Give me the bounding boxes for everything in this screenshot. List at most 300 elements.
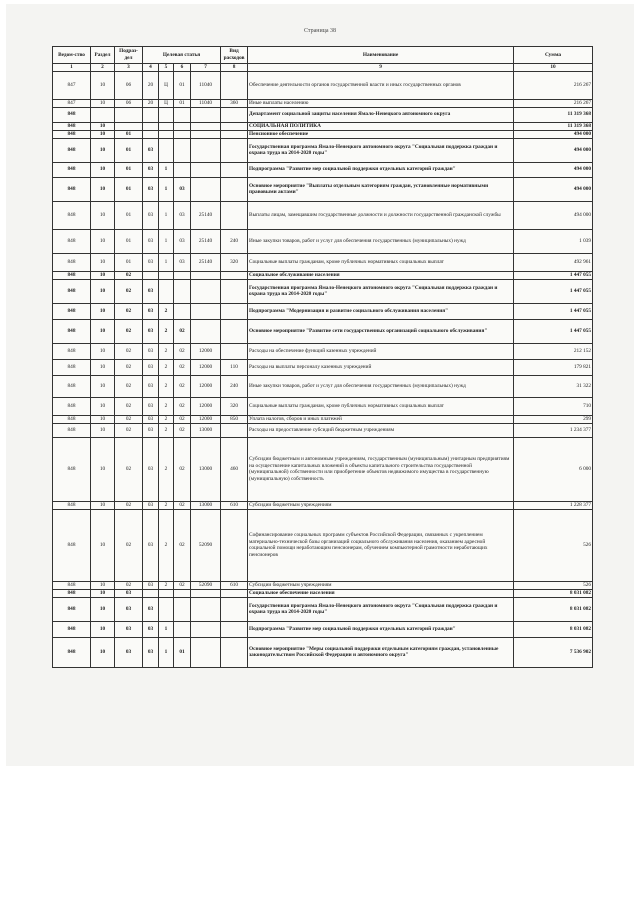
sum-cell: 216 267 — [514, 71, 593, 99]
target-part-2: 1 — [159, 177, 174, 201]
name-cell: Подпрограмма "Развитие мер социальной поддержки отдельных категорий граждан" — [248, 162, 514, 177]
target-part-1: 03 — [143, 509, 159, 581]
target-part-3 — [174, 271, 191, 279]
name-cell: Социальное обеспечение населения — [248, 589, 514, 597]
target-part-2: Ц — [159, 99, 174, 107]
header-ministry: Ведом-ство — [53, 47, 91, 64]
name-cell: СОЦИАЛЬНАЯ ПОЛИТИКА — [248, 122, 514, 130]
target-part-4 — [191, 597, 221, 621]
subsection-cell: 06 — [115, 99, 143, 107]
section-cell: 10 — [91, 423, 115, 437]
target-part-2: 1 — [159, 229, 174, 253]
kind-cell — [221, 343, 248, 359]
subsection-cell: 03 — [115, 621, 143, 637]
section-cell: 10 — [91, 201, 115, 229]
kind-cell — [221, 71, 248, 99]
table-row — [53, 501, 593, 509]
target-part-2: 2 — [159, 415, 174, 423]
target-part-4 — [191, 271, 221, 279]
col-num: 7 — [191, 64, 221, 72]
target-part-2 — [159, 122, 174, 130]
sum-cell: 1 447 055 — [514, 303, 593, 319]
subsection-cell: 01 — [115, 253, 143, 271]
table-row — [53, 303, 593, 319]
kind-cell: 360 — [221, 99, 248, 107]
ministry-cell: 848 — [53, 177, 91, 201]
target-part-3: 01 — [174, 637, 191, 667]
subsection-cell: 02 — [115, 581, 143, 589]
name-cell: Иные закупки товаров, работ и услуг для обеспечения государственных (муниципальных) нужд — [248, 229, 514, 253]
target-part-1: 03 — [143, 597, 159, 621]
target-part-1: 03 — [143, 201, 159, 229]
table-row — [53, 271, 593, 279]
ministry-cell: 848 — [53, 581, 91, 589]
kind-cell — [221, 162, 248, 177]
table-row — [53, 107, 593, 122]
table-row — [53, 99, 593, 107]
sum-cell: 7 536 902 — [514, 637, 593, 667]
target-part-1: 03 — [143, 415, 159, 423]
target-part-2: 2 — [159, 359, 174, 375]
target-part-4: 12000 — [191, 375, 221, 397]
kind-cell — [221, 122, 248, 130]
subsection-cell: 02 — [115, 501, 143, 509]
kind-cell — [221, 303, 248, 319]
name-cell: Иные выплаты населению — [248, 99, 514, 107]
name-cell: Департамент социальной защиты населения Ямало-Ненецкого автономного округа — [248, 107, 514, 122]
ministry-cell: 848 — [53, 637, 91, 667]
col-num: 9 — [248, 64, 514, 72]
subsection-cell — [115, 107, 143, 122]
name-cell: Расходы на обеспечение функций казенных учреждений — [248, 343, 514, 359]
table-row — [53, 423, 593, 437]
target-part-4: 13000 — [191, 437, 221, 501]
target-part-4 — [191, 319, 221, 343]
name-cell: Пенсионное обеспечение — [248, 130, 514, 138]
target-part-1: 03 — [143, 375, 159, 397]
kind-cell: 240 — [221, 229, 248, 253]
target-part-1: 20 — [143, 99, 159, 107]
kind-cell — [221, 107, 248, 122]
target-part-1: 03 — [143, 637, 159, 667]
target-part-1 — [143, 107, 159, 122]
subsection-cell: 02 — [115, 359, 143, 375]
subsection-cell: 02 — [115, 375, 143, 397]
target-part-1: 03 — [143, 359, 159, 375]
target-part-3: 02 — [174, 509, 191, 581]
sum-cell: 1 234 377 — [514, 423, 593, 437]
sum-cell: 1 447 055 — [514, 279, 593, 303]
target-part-4: 25140 — [191, 201, 221, 229]
target-part-4 — [191, 589, 221, 597]
target-part-4: 12000 — [191, 415, 221, 423]
target-part-1: 03 — [143, 423, 159, 437]
target-part-2: 1 — [159, 162, 174, 177]
col-num: 6 — [174, 64, 191, 72]
table-row — [53, 162, 593, 177]
target-part-4 — [191, 303, 221, 319]
ministry-cell: 848 — [53, 509, 91, 581]
target-part-4 — [191, 122, 221, 130]
target-part-1: 03 — [143, 343, 159, 359]
subsection-cell: 06 — [115, 71, 143, 99]
target-part-3: 03 — [174, 201, 191, 229]
name-cell: Социальные выплаты гражданам, кроме публичных нормативных социальных выплат — [248, 397, 514, 415]
sum-cell: 494 000 — [514, 177, 593, 201]
target-part-1: 03 — [143, 303, 159, 319]
ministry-cell: 848 — [53, 375, 91, 397]
target-part-2: 2 — [159, 501, 174, 509]
table-row — [53, 359, 593, 375]
sum-cell: 31 322 — [514, 375, 593, 397]
ministry-cell: 847 — [53, 99, 91, 107]
target-part-4: 12000 — [191, 343, 221, 359]
target-part-1: 03 — [143, 581, 159, 589]
ministry-cell: 848 — [53, 501, 91, 509]
target-part-3: 02 — [174, 437, 191, 501]
section-cell: 10 — [91, 397, 115, 415]
section-cell — [91, 107, 115, 122]
target-part-1: 03 — [143, 397, 159, 415]
target-part-2: 1 — [159, 621, 174, 637]
ministry-cell: 848 — [53, 319, 91, 343]
section-cell: 10 — [91, 71, 115, 99]
ministry-cell: 847 — [53, 71, 91, 99]
name-cell: Социальные выплаты гражданам, кроме публичных нормативных социальных выплат — [248, 253, 514, 271]
page-label: Страница 38 — [303, 28, 337, 34]
target-part-1: 03 — [143, 229, 159, 253]
section-cell: 10 — [91, 501, 115, 509]
ministry-cell: 848 — [53, 397, 91, 415]
ministry-cell: 848 — [53, 162, 91, 177]
col-num: 10 — [514, 64, 593, 72]
subsection-cell — [115, 122, 143, 130]
target-part-2: 2 — [159, 437, 174, 501]
table-row — [53, 201, 593, 229]
col-num: 1 — [53, 64, 91, 72]
subsection-cell: 01 — [115, 162, 143, 177]
target-part-4: 12000 — [191, 397, 221, 415]
subsection-cell: 02 — [115, 279, 143, 303]
target-part-3 — [174, 621, 191, 637]
target-part-3: 02 — [174, 375, 191, 397]
name-cell: Государственная программа Ямало-Ненецкого автономного округа "Социальная поддержка граждан и охрана труда на 2014-2020 годы" — [248, 138, 514, 162]
sum-cell: 494 000 — [514, 201, 593, 229]
section-cell: 10 — [91, 177, 115, 201]
sum-cell: 494 000 — [514, 130, 593, 138]
target-part-3 — [174, 138, 191, 162]
section-cell: 10 — [91, 253, 115, 271]
subsection-cell: 01 — [115, 229, 143, 253]
target-part-4: 25140 — [191, 253, 221, 271]
name-cell: Подпрограмма "Модернизация и развитие социального обслуживания населения" — [248, 303, 514, 319]
name-cell: Расходы на выплаты персоналу казенных учреждений — [248, 359, 514, 375]
section-cell: 10 — [91, 343, 115, 359]
name-cell: Подпрограмма "Развитие мер социальной поддержки отдельных категорий граждан" — [248, 621, 514, 637]
sum-cell: 710 — [514, 397, 593, 415]
section-cell: 10 — [91, 162, 115, 177]
table-row — [53, 279, 593, 303]
section-cell: 10 — [91, 359, 115, 375]
kind-cell — [221, 319, 248, 343]
target-part-1 — [143, 271, 159, 279]
target-part-3: 02 — [174, 415, 191, 423]
table-row — [53, 509, 593, 581]
section-cell: 10 — [91, 509, 115, 581]
target-part-1: 03 — [143, 319, 159, 343]
table-row — [53, 177, 593, 201]
sum-cell: 8 031 082 — [514, 597, 593, 621]
target-part-3 — [174, 130, 191, 138]
kind-cell: 110 — [221, 359, 248, 375]
header-section: Раздел — [91, 47, 115, 64]
target-part-1: 03 — [143, 501, 159, 509]
sum-cell: 1 447 055 — [514, 319, 593, 343]
kind-cell — [221, 637, 248, 667]
target-part-2 — [159, 597, 174, 621]
sum-cell: 179 821 — [514, 359, 593, 375]
name-cell: Основное мероприятие "Развитие сети государственных организаций социального обслуживания" — [248, 319, 514, 343]
target-part-3: 03 — [174, 177, 191, 201]
ministry-cell: 848 — [53, 303, 91, 319]
target-part-1: 20 — [143, 71, 159, 99]
kind-cell: 240 — [221, 375, 248, 397]
section-cell: 10 — [91, 437, 115, 501]
target-part-3 — [174, 162, 191, 177]
target-part-4: 11040 — [191, 99, 221, 107]
target-part-3: 01 — [174, 71, 191, 99]
target-part-3: 02 — [174, 423, 191, 437]
kind-cell — [221, 509, 248, 581]
ministry-cell: 848 — [53, 597, 91, 621]
target-part-2 — [159, 279, 174, 303]
subsection-cell: 01 — [115, 177, 143, 201]
ministry-cell: 848 — [53, 122, 91, 130]
target-part-3: 03 — [174, 253, 191, 271]
subsection-cell: 02 — [115, 509, 143, 581]
sum-cell: 11 319 368 — [514, 107, 593, 122]
name-cell: Субсидии бюджетным учреждениям — [248, 581, 514, 589]
header-row — [53, 47, 593, 64]
section-cell: 10 — [91, 138, 115, 162]
target-part-3 — [174, 597, 191, 621]
kind-cell: 850 — [221, 415, 248, 423]
table-row — [53, 637, 593, 667]
target-part-3 — [174, 589, 191, 597]
target-part-2 — [159, 589, 174, 597]
sum-cell: 6 000 — [514, 437, 593, 501]
target-part-3: 02 — [174, 581, 191, 589]
target-part-3 — [174, 107, 191, 122]
ministry-cell: 848 — [53, 437, 91, 501]
subsection-cell: 03 — [115, 597, 143, 621]
subsection-cell: 02 — [115, 423, 143, 437]
target-part-4: 12000 — [191, 359, 221, 375]
ministry-cell: 848 — [53, 271, 91, 279]
target-part-1: 03 — [143, 437, 159, 501]
table-row — [53, 375, 593, 397]
section-cell: 10 — [91, 415, 115, 423]
table-row — [53, 130, 593, 138]
target-part-3: 02 — [174, 501, 191, 509]
target-part-1: 03 — [143, 279, 159, 303]
target-part-2 — [159, 138, 174, 162]
target-part-1: 03 — [143, 162, 159, 177]
target-part-1: 03 — [143, 138, 159, 162]
sum-cell: 1 228 377 — [514, 501, 593, 509]
target-part-2: 1 — [159, 637, 174, 667]
ministry-cell: 848 — [53, 343, 91, 359]
target-part-2: 2 — [159, 319, 174, 343]
target-part-4 — [191, 162, 221, 177]
ministry-cell: 848 — [53, 423, 91, 437]
col-num: 3 — [115, 64, 143, 72]
target-part-3: 02 — [174, 397, 191, 415]
section-cell: 10 — [91, 319, 115, 343]
subsection-cell: 02 — [115, 271, 143, 279]
name-cell: Иные закупки товаров, работ и услуг для обеспечения государственных (муниципальных) нужд — [248, 375, 514, 397]
target-part-2 — [159, 271, 174, 279]
sum-cell: 526 — [514, 509, 593, 581]
name-cell: Выплаты лицам, замещавшим государственные должности и должности государственной гражданской службы — [248, 201, 514, 229]
col-num: 8 — [221, 64, 248, 72]
target-part-4 — [191, 130, 221, 138]
name-cell: Основное мероприятие "Меры социальной поддержки отдельным категориям граждан, установленные законодательством Российской Федерации и автономного округа" — [248, 637, 514, 667]
kind-cell: 610 — [221, 501, 248, 509]
kind-cell — [221, 589, 248, 597]
target-part-2: 2 — [159, 581, 174, 589]
target-part-3 — [174, 122, 191, 130]
target-part-1 — [143, 130, 159, 138]
target-part-2 — [159, 107, 174, 122]
subsection-cell: 03 — [115, 637, 143, 667]
table-row — [53, 319, 593, 343]
section-cell: 10 — [91, 303, 115, 319]
kind-cell — [221, 138, 248, 162]
header-name: Наименование — [248, 47, 514, 64]
table-row — [53, 581, 593, 589]
ministry-cell: 848 — [53, 107, 91, 122]
section-cell: 10 — [91, 279, 115, 303]
subsection-cell: 02 — [115, 397, 143, 415]
header-target: Целевая статья — [143, 47, 221, 64]
target-part-4: 25140 — [191, 229, 221, 253]
table-row — [53, 397, 593, 415]
ministry-cell: 848 — [53, 253, 91, 271]
name-cell: Обеспечение деятельности органов государственной власти и иных государственных органов — [248, 71, 514, 99]
section-cell: 10 — [91, 229, 115, 253]
target-part-2: 2 — [159, 375, 174, 397]
sum-cell: 299 — [514, 415, 593, 423]
kind-cell — [221, 177, 248, 201]
target-part-1: 03 — [143, 177, 159, 201]
subsection-cell: 01 — [115, 138, 143, 162]
table-row — [53, 253, 593, 271]
ministry-cell: 848 — [53, 201, 91, 229]
target-part-1 — [143, 122, 159, 130]
ministry-cell: 848 — [53, 589, 91, 597]
name-cell: Социальное обслуживание населения — [248, 271, 514, 279]
table-row — [53, 229, 593, 253]
target-part-4: 11040 — [191, 71, 221, 99]
subsection-cell: 02 — [115, 415, 143, 423]
table-row — [53, 437, 593, 501]
target-part-3: 01 — [174, 99, 191, 107]
target-part-2: 2 — [159, 423, 174, 437]
target-part-3 — [174, 303, 191, 319]
kind-cell — [221, 621, 248, 637]
target-part-2: 1 — [159, 253, 174, 271]
target-part-4 — [191, 279, 221, 303]
kind-cell — [221, 597, 248, 621]
ministry-cell: 848 — [53, 229, 91, 253]
sum-cell: 212 152 — [514, 343, 593, 359]
sum-cell: 1 447 055 — [514, 271, 593, 279]
section-cell: 10 — [91, 122, 115, 130]
subsection-cell: 02 — [115, 343, 143, 359]
section-cell: 10 — [91, 130, 115, 138]
subsection-cell: 03 — [115, 589, 143, 597]
target-part-3: 03 — [174, 229, 191, 253]
sum-cell: 494 000 — [514, 162, 593, 177]
section-cell: 10 — [91, 637, 115, 667]
name-cell: Субсидии бюджетным учреждениям — [248, 501, 514, 509]
sum-cell: 526 — [514, 581, 593, 589]
target-part-3 — [174, 279, 191, 303]
target-part-2: 2 — [159, 509, 174, 581]
target-part-2: Ц — [159, 71, 174, 99]
section-cell: 10 — [91, 99, 115, 107]
sum-cell: 8 031 082 — [514, 589, 593, 597]
sum-cell: 216 267 — [514, 99, 593, 107]
target-part-4 — [191, 138, 221, 162]
kind-cell: 320 — [221, 253, 248, 271]
col-num: 4 — [143, 64, 159, 72]
sum-cell: 11 319 368 — [514, 122, 593, 130]
target-part-1: 03 — [143, 621, 159, 637]
target-part-4 — [191, 637, 221, 667]
subsection-cell: 02 — [115, 319, 143, 343]
subsection-cell: 02 — [115, 437, 143, 501]
table-row — [53, 621, 593, 637]
kind-cell — [221, 201, 248, 229]
col-num: 2 — [91, 64, 115, 72]
kind-cell — [221, 271, 248, 279]
target-part-3: 02 — [174, 319, 191, 343]
name-cell: Основное мероприятие "Выплаты отдельным категориям граждан, установленные нормативными правовыми актами" — [248, 177, 514, 201]
header-sum: Сумма — [514, 47, 593, 64]
name-cell: Расходы на предоставление субсидий бюджетным учреждениям — [248, 423, 514, 437]
target-part-4: 13000 — [191, 423, 221, 437]
target-part-2: 2 — [159, 343, 174, 359]
target-part-2: 2 — [159, 397, 174, 415]
target-part-1 — [143, 589, 159, 597]
kind-cell: 320 — [221, 397, 248, 415]
target-part-4: 13000 — [191, 501, 221, 509]
kind-cell: 610 — [221, 581, 248, 589]
section-cell: 10 — [91, 621, 115, 637]
table-body — [53, 71, 593, 667]
name-cell: Субсидии бюджетным и автономным учреждениям, государственным (муниципальным) унитарным предприятиям на осуществление капитальных вложений в объекты капитального строительства государственной (муниципальной) собственности или приобретение объектов недвижимого имущества в государственную (муниципальную) собственность — [248, 437, 514, 501]
target-part-2: 1 — [159, 201, 174, 229]
name-cell: Государственная программа Ямало-Ненецкого автономного округа "Социальная поддержка граждан и охрана труда на 2014-2020 годы" — [248, 597, 514, 621]
table-row — [53, 415, 593, 423]
sum-cell: 1 039 — [514, 229, 593, 253]
ministry-cell: 848 — [53, 279, 91, 303]
section-cell: 10 — [91, 271, 115, 279]
target-part-2 — [159, 130, 174, 138]
ministry-cell: 848 — [53, 621, 91, 637]
